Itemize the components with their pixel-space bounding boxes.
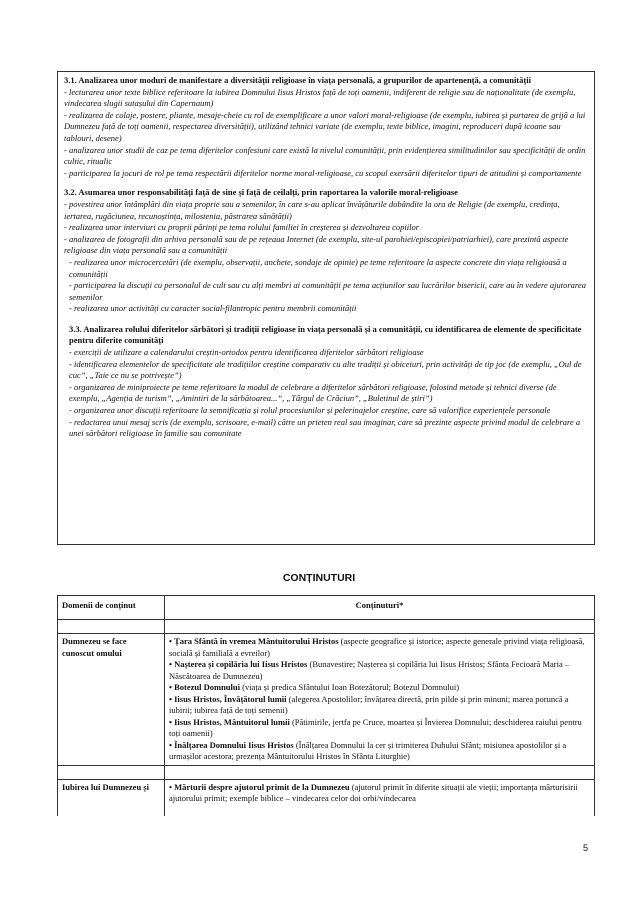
activity-item: - participarea la discuții cu personalul de cult sau cu alți membri ai comunității pe tema acțiunilor sau lucrărilor bisericii, care au în vedere ajutorarea semenilor <box>69 280 586 302</box>
contents-table <box>57 595 595 816</box>
activity-item: - exerciții de utilizare a calendarului creștin-ortodox pentru identificarea diferitelor sărbători religioase <box>69 347 424 358</box>
empty-cell <box>58 620 165 634</box>
content-entry <box>169 682 590 694</box>
activity-item: - organizarea unor discuții referitoare la semnificația și rolul procesiunilor și pelerinajelor creștine, care să valorifice experiențele personale <box>69 405 551 416</box>
entry-title: • Iisus Hristos, Mântuitorul lumii <box>169 716 290 727</box>
content-entry <box>169 782 590 805</box>
contents-cell <box>165 634 595 766</box>
content-entry <box>169 694 590 717</box>
domain-cell: Dumnezeu se face cunoscut omului <box>58 634 165 766</box>
content-entry <box>169 659 590 682</box>
activity-item: - realizarea unor interviuri cu proprii părinți pe tema rolului familiei în creșterea și dezvoltarea copiilor <box>64 222 419 233</box>
content-entry <box>169 740 590 763</box>
table-row <box>58 779 595 816</box>
entry-text: (Pătimirile, jertfa pe Cruce, moartea și Învierea Domnului; deschiderea raiului pentru toți oamenii) <box>169 716 582 738</box>
entry-title: • Iisus Hristos, Învățătorul lumii <box>169 693 287 704</box>
table-spacer-row <box>58 765 595 779</box>
activity-item: - analizarea unor studii de caz pe tema diferitelor confesiuni care există la nivelul comunității, prin evidențierea similitudinilor sau specificității de ordin cultic, ritualic <box>64 144 586 167</box>
activities-box <box>57 71 595 545</box>
entry-title: • Botezul Domnului <box>169 682 240 692</box>
domain-cell: Iubirea lui Dumnezeu și <box>58 779 165 816</box>
content-entry <box>169 717 590 740</box>
entry-text: (alegerea Apostolilor; învățarea directă, prin pilde și prin minuni; marea poruncă a iubirii; iubirea față de toți semenii) <box>169 693 569 715</box>
entry-title: • Țara Sfântă în vremea Mântuitorului Hristos <box>169 636 339 646</box>
entry-text: (ajutorul primit în diferite situații ale vieții; importanța mărturisirii ajutorului primit; exemple biblice – vindecarea celor doi orbi/vindecarea <box>169 781 578 803</box>
activity-item: - identificarea elementelor de specificitate ale tradițiilor creștine comparativ cu alte tradiții și obiceiuri, prin activități de tip joc (de exemplu, „Oul de cuc”, „Taie ce nu se potrivește”) <box>69 358 582 381</box>
column-header-domain: Domenii de conținut <box>58 596 165 620</box>
empty-cell <box>58 765 165 779</box>
section-title: 3.1. Analizarea unor moduri de manifestare a diversității religioase în viața personală, a grupurilor de apartenență, a comunității <box>64 75 531 85</box>
table-header-row <box>58 596 595 620</box>
entry-text: (aspecte geografice și istorice; aspecte generale privind viața religioasă, socială și familială a evreilor) <box>169 636 585 658</box>
activity-item: - analizarea de fotografii din arhiva personală sau de pe rețeaua Internet (de exemplu, site-ul parohiei/episcopiei/patriarhiei), care prezintă aspecte religioase din viața personală sau a comunității <box>64 233 569 256</box>
activity-item: - realizarea de colaje, postere, pliante, mesaje-cheie cu rol de exemplificare a unor valori moral-religioase (de exemplu, iubirea și purtarea de grijă a lui Dumnezeu față de toți oamenii, respectarea diversității), utilizând tehnici variate (de exemplu, texte biblice, imagini, reproduceri după icoane sau tablouri, desene) <box>64 109 586 143</box>
activity-item: - realizarea unor activități cu caracter social-filantropic pentru membrii comunității <box>69 303 357 314</box>
section-3-3 <box>64 324 589 440</box>
section-title: 3.3. Analizarea rolului diferitelor sărbători și tradiții religioase în viața personală și a comunității, cu identificarea de elemente de specificitate pentru diferite comunități <box>69 323 582 346</box>
entry-title: • Înălțarea Domnului Iisus Hristos <box>169 739 294 750</box>
entry-text: (viața și predica Sfântului Ioan Botezătorul; Botezul Domnului) <box>239 682 460 692</box>
content-entry <box>169 636 590 659</box>
activity-item: - lecturarea unor texte biblice referitoare la iubirea Domnului Iisus Hristos față de toți oamenii, indiferent de religie sau de naționalitate (de exemplu, vindecarea slugii sutașului din Capernaum) <box>64 86 576 109</box>
section-title: 3.2. Asumarea unor responsabilități față de sine și față de ceilalți, prin raportarea la valorile moral-religioase <box>64 187 458 198</box>
section-3-2 <box>64 187 589 315</box>
section-3-1 <box>64 75 589 179</box>
entry-text: (Bunavestire; Nașterea și copilăria lui Iisus Hristos; Sfânta Fecioară Maria – Născătoarea de Dumnezeu) <box>169 659 570 681</box>
contents-cell <box>165 779 595 816</box>
entry-title: • Mărturii despre ajutorul primit de la Dumnezeu <box>169 781 350 792</box>
table-spacer-row <box>58 620 595 634</box>
page-number: 5 <box>583 843 589 853</box>
table-row <box>58 634 595 766</box>
column-header-contents: Conținuturi* <box>165 596 595 620</box>
activity-item: - participarea la jocuri de rol pe tema respectării diferitelor norme moral-religioase, cu scopul exersării diferitelor tipuri de atitudini și comportamente <box>64 167 582 178</box>
activity-item: - povestirea unor întâmplări din viața proprie sau a semenilor, în care s-au aplicat învățăturile dobândite la ora de Religie (de exemplu, credința, iertarea, rugăciunea, recunoștința, milostenia, păstrarea sănătății) <box>64 198 560 221</box>
activity-item: - redactarea unui mesaj scris (de exemplu, scrisoare, e-mail) către un prieten real sau imaginar, care să prezinte aspecte privind modul de celebrare a unei sărbători religioase în familie sau comunitate <box>69 416 581 439</box>
activity-item: - realizarea unor microcercetări (de exemplu, observații, anchete, sondaje de opinie) pe teme referitoare la aspecte concrete din viața religioasă a comunității <box>69 256 567 279</box>
empty-cell <box>165 620 595 634</box>
contents-heading: CONȚINUTURI <box>282 572 356 584</box>
activity-item: - organizarea de miniproiecte pe teme referitoare la modul de celebrare a diferitelor sărbători religioase, folosind metode și tehnici diverse (de exemplu, „Agenția de turism”, „Amintiri de la sărbătoarea...”, „Târgul de Crăciun”, „Buletinul de știri”) <box>69 381 557 404</box>
entry-title: • Nașterea și copilăria lui Iisus Hristos <box>169 659 308 669</box>
entry-text: (Înălțarea Domnului la cer și trimiterea Duhului Sfânt; misiunea apostolilor și a urmașilor acestora; prezența Mântuitorului Hristos în Sfânta Liturghie) <box>169 739 567 761</box>
empty-cell <box>165 765 595 779</box>
